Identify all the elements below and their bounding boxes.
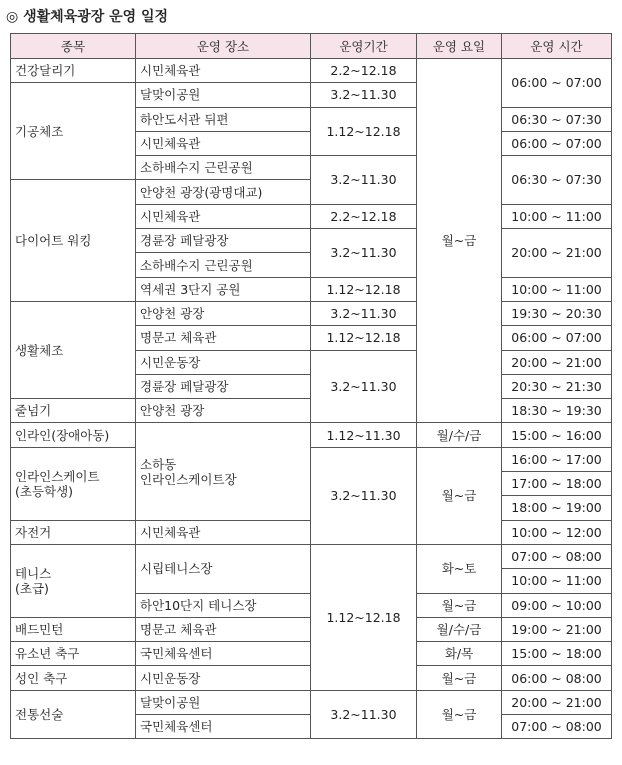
schedule-table — [10, 33, 612, 739]
days-cell: 월~금 — [417, 59, 502, 423]
period-cell: 3.2~11.30 — [311, 690, 417, 739]
place-cell: 안양천 광장(광명대교) — [136, 180, 311, 204]
place-cell: 국민체육센터 — [136, 642, 311, 666]
header-place: 운영 장소 — [136, 34, 311, 59]
time-cell: 20:00 ~ 21:00 — [502, 690, 612, 714]
table-row — [11, 690, 612, 714]
time-cell: 06:00 ~ 07:00 — [502, 131, 612, 155]
time-cell: 10:00 ~ 12:00 — [502, 520, 612, 544]
place-cell: 안양천 광장 — [136, 399, 311, 423]
time-cell: 18:00 ~ 19:00 — [502, 496, 612, 520]
time-cell: 15:00 ~ 16:00 — [502, 423, 612, 447]
time-cell: 19:00 ~ 21:00 — [502, 617, 612, 641]
place-cell: 시민체육관 — [136, 520, 311, 544]
time-cell: 20:30 ~ 21:30 — [502, 374, 612, 398]
place-cell: 하안10단지 테니스장 — [136, 593, 311, 617]
place-cell: 소하동 인라인스케이트장 — [136, 423, 311, 520]
place-cell: 시민운동장 — [136, 666, 311, 690]
time-cell: 10:00 ~ 11:00 — [502, 204, 612, 228]
time-cell: 16:00 ~ 17:00 — [502, 447, 612, 471]
place-cell: 경륜장 페달광장 — [136, 229, 311, 253]
place-cell: 하안도서관 뒤편 — [136, 107, 311, 131]
place-cell: 달맞이공원 — [136, 83, 311, 107]
place-cell: 시민체육관 — [136, 204, 311, 228]
header-sport: 종목 — [11, 34, 136, 59]
days-cell: 월/수/금 — [417, 423, 502, 447]
days-cell: 화~토 — [417, 544, 502, 593]
time-cell: 06:30 ~ 07:30 — [502, 107, 612, 131]
sport-cell: 전통선술 — [11, 690, 136, 739]
time-cell: 18:30 ~ 19:30 — [502, 399, 612, 423]
place-cell: 시민체육관 — [136, 131, 311, 155]
table-row — [11, 447, 612, 471]
period-cell: 1.12~12.18 — [311, 107, 417, 156]
time-cell: 10:00 ~ 11:00 — [502, 569, 612, 593]
days-cell: 월~금 — [417, 593, 502, 617]
sport-cell: 성인 축구 — [11, 666, 136, 690]
header-time: 운영 시간 — [502, 34, 612, 59]
table-row — [11, 301, 612, 325]
sport-cell: 자전거 — [11, 520, 136, 544]
time-cell: 06:00 ~ 08:00 — [502, 666, 612, 690]
time-cell: 20:00 ~ 21:00 — [502, 229, 612, 278]
table-row — [11, 544, 612, 568]
place-cell: 명문고 체육관 — [136, 326, 311, 350]
days-cell: 월~금 — [417, 447, 502, 544]
sport-cell: 배드민턴 — [11, 617, 136, 641]
days-cell: 월~금 — [417, 666, 502, 690]
page-title: ◎ 생활체육광장 운영 일정 — [6, 9, 169, 25]
period-cell: 3.2~11.30 — [311, 350, 417, 423]
sport-cell: 인라인(장애아동) — [11, 423, 136, 447]
time-cell: 17:00 ~ 18:00 — [502, 472, 612, 496]
period-cell: 3.2~11.30 — [311, 229, 417, 278]
place-cell: 소하배수지 근린공원 — [136, 253, 311, 277]
time-cell: 07:00 ~ 08:00 — [502, 715, 612, 739]
sport-cell: 유소년 축구 — [11, 642, 136, 666]
sport-cell: 인라인스케이트 (초등학생) — [11, 447, 136, 520]
period-cell: 2.2~12.18 — [311, 59, 417, 83]
time-cell: 06:00 ~ 07:00 — [502, 59, 612, 108]
period-cell: 1.12~11.30 — [311, 423, 417, 447]
header-row — [11, 34, 612, 59]
period-cell: 3.2~11.30 — [311, 83, 417, 107]
table-row — [11, 423, 612, 447]
time-cell: 20:00 ~ 21:00 — [502, 350, 612, 374]
time-cell: 06:30 ~ 07:30 — [502, 156, 612, 205]
time-cell: 07:00 ~ 08:00 — [502, 544, 612, 568]
sport-cell: 기공체조 — [11, 83, 136, 180]
time-cell: 06:00 ~ 07:00 — [502, 326, 612, 350]
place-cell: 명문고 체육관 — [136, 617, 311, 641]
place-cell: 안양천 광장 — [136, 301, 311, 325]
table-row — [11, 59, 612, 83]
place-cell: 시립테니스장 — [136, 544, 311, 593]
place-cell: 달맞이공원 — [136, 690, 311, 714]
sport-cell: 줄넘기 — [11, 399, 136, 423]
sport-cell: 테니스 (초급) — [11, 544, 136, 617]
days-cell: 화/목 — [417, 642, 502, 666]
period-cell: 1.12~12.18 — [311, 277, 417, 301]
period-cell: 3.2~11.30 — [311, 156, 417, 205]
place-cell: 국민체육센터 — [136, 715, 311, 739]
period-cell: 1.12~12.18 — [311, 326, 417, 350]
place-cell: 소하배수지 근린공원 — [136, 156, 311, 180]
time-cell: 15:00 ~ 18:00 — [502, 642, 612, 666]
time-cell: 10:00 ~ 11:00 — [502, 277, 612, 301]
header-period: 운영기간 — [311, 34, 417, 59]
days-cell: 월~금 — [417, 690, 502, 739]
time-cell: 19:30 ~ 20:30 — [502, 301, 612, 325]
sport-cell: 생활체조 — [11, 301, 136, 398]
place-cell: 시민운동장 — [136, 350, 311, 374]
period-cell: 3.2~11.30 — [311, 447, 417, 544]
header-days: 운영 요일 — [417, 34, 502, 59]
place-cell: 경륜장 페달광장 — [136, 374, 311, 398]
sport-cell: 건강달리기 — [11, 59, 136, 83]
place-cell: 역세권 3단지 공원 — [136, 277, 311, 301]
time-cell: 09:00 ~ 10:00 — [502, 593, 612, 617]
days-cell: 월/수/금 — [417, 617, 502, 641]
sport-cell: 다이어트 워킹 — [11, 180, 136, 301]
period-cell: 1.12~12.18 — [311, 544, 417, 690]
period-cell: 3.2~11.30 — [311, 301, 417, 325]
place-cell: 시민체육관 — [136, 59, 311, 83]
period-cell: 2.2~12.18 — [311, 204, 417, 228]
